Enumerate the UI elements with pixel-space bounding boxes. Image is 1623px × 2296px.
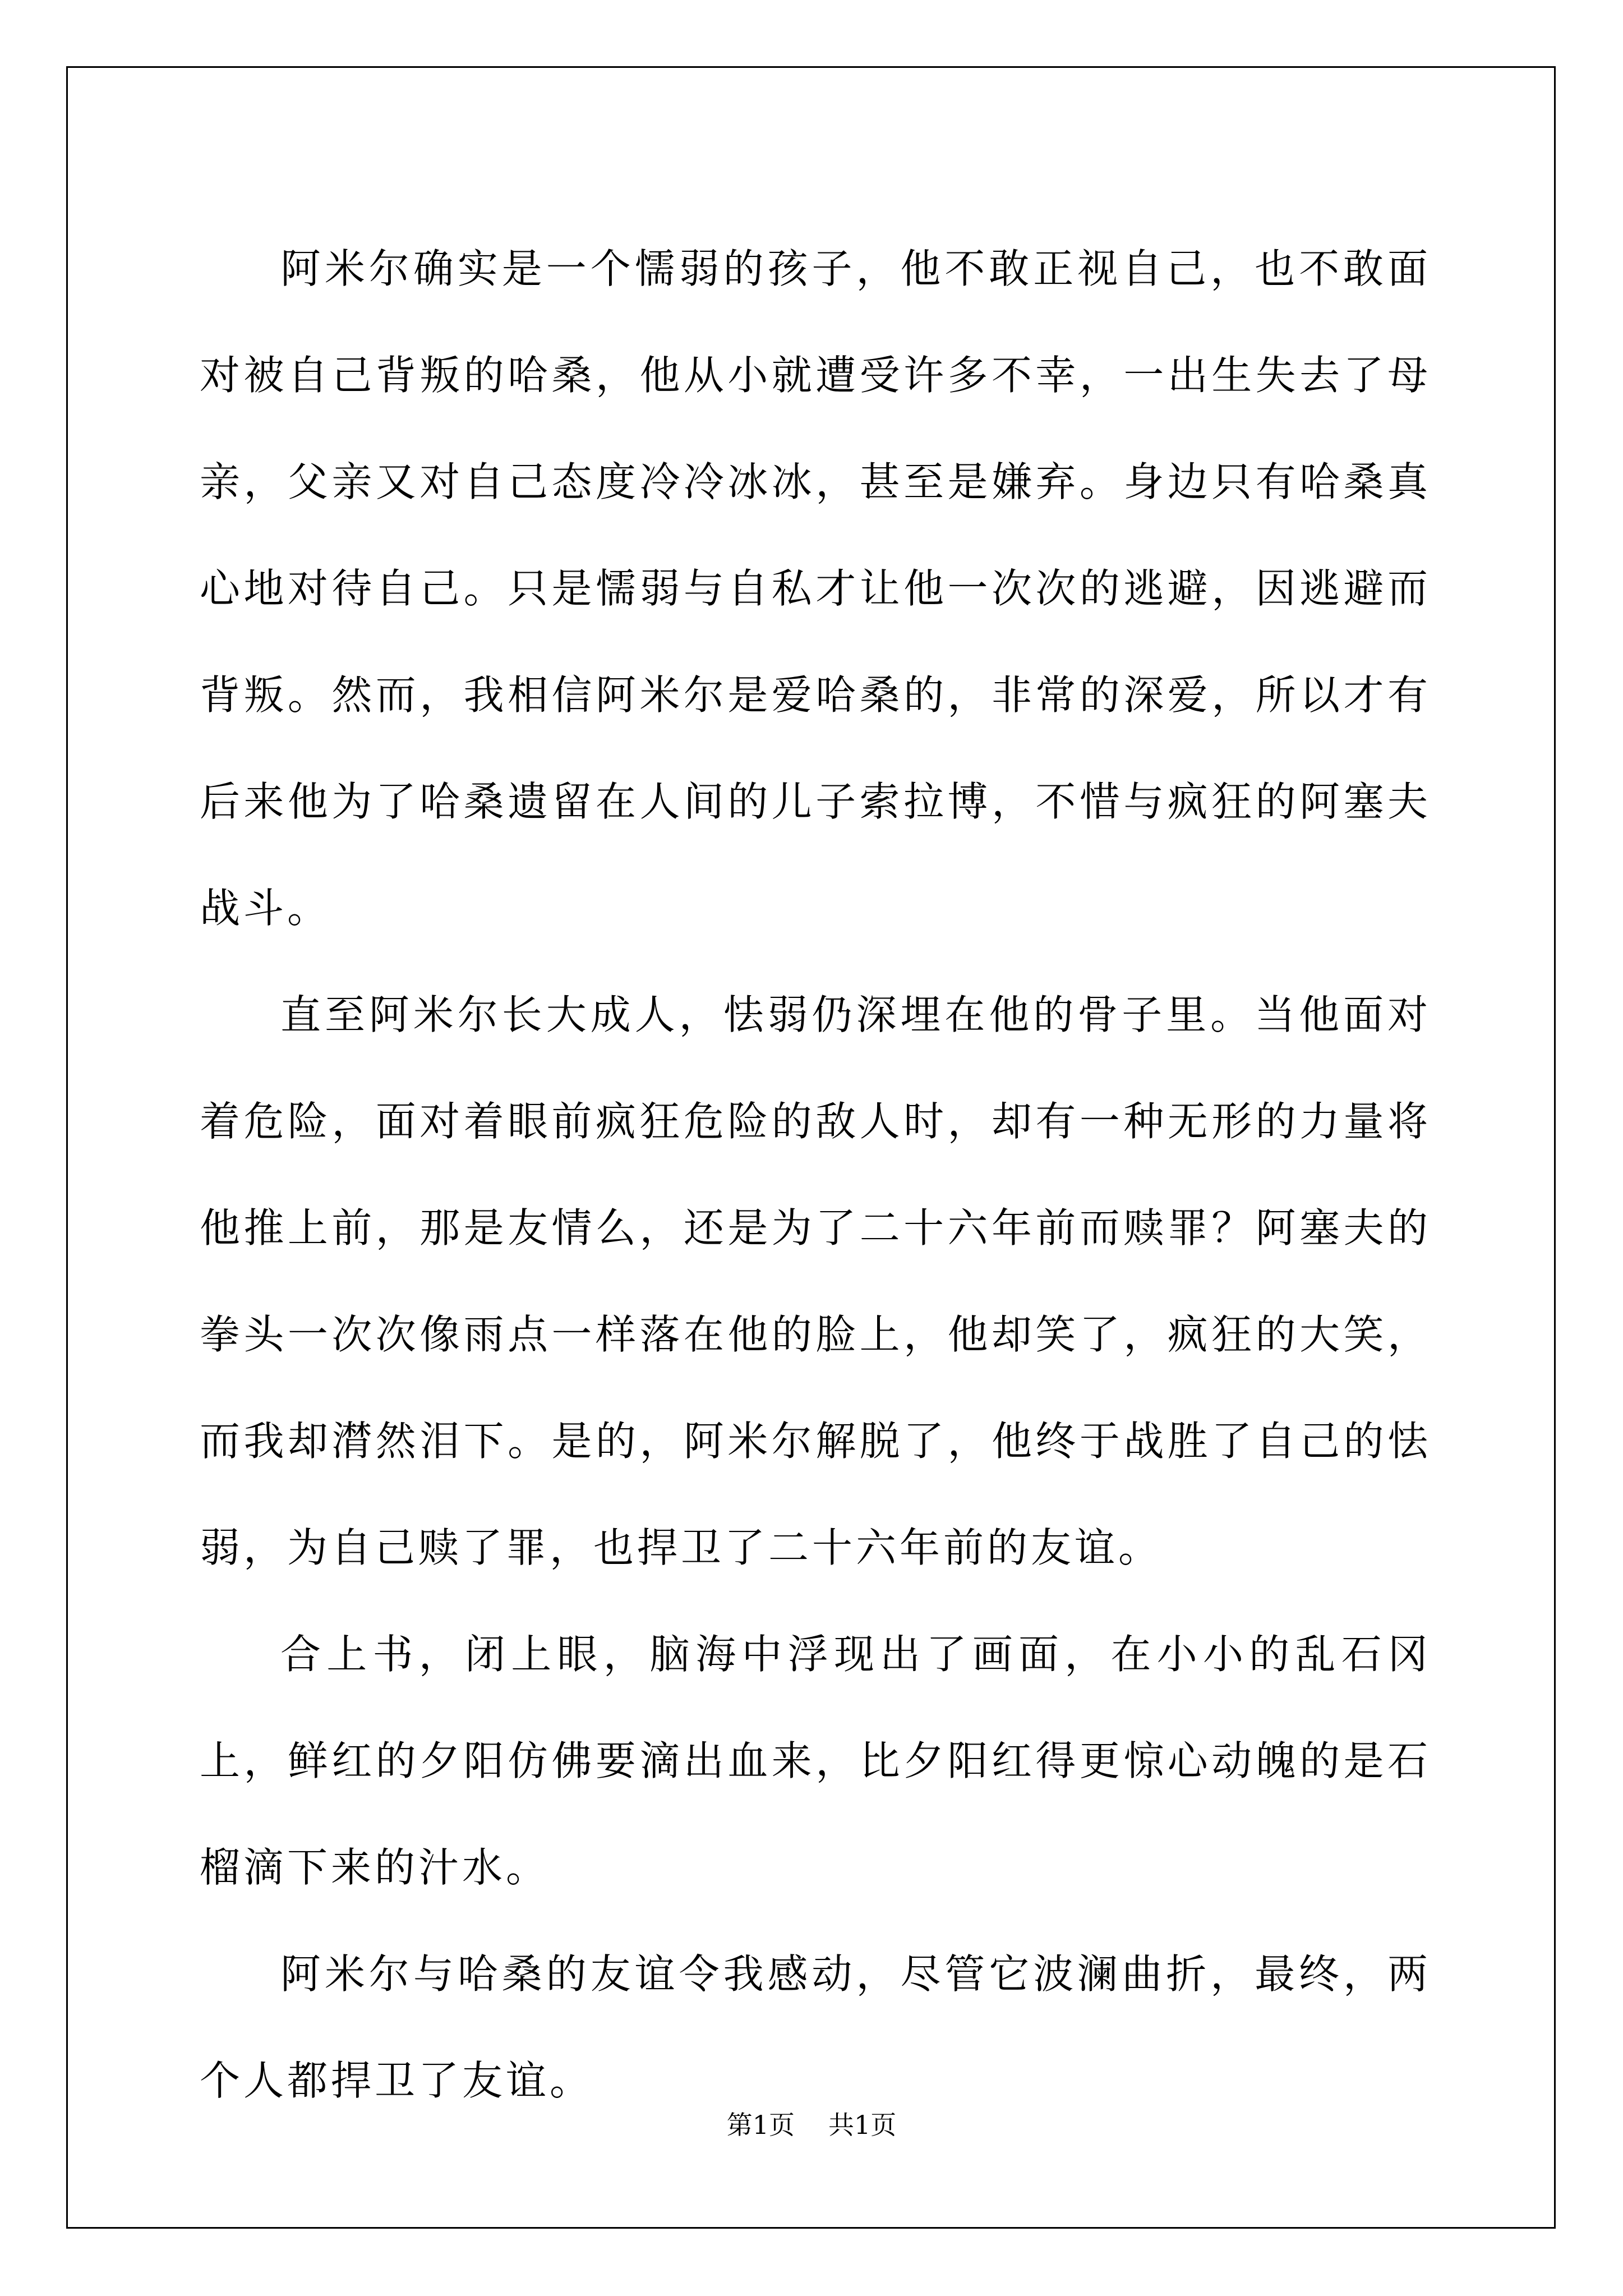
page-number: 第1页	[726, 2110, 795, 2140]
paragraph-1: 阿米尔确实是一个懦弱的孩子，他不敢正视自己，也不敢面对被自己背叛的哈桑，他从小就遭受许多不幸，一出生失去了母亲，父亲又对自己态度冷冷冰冰，甚至是嫌弃。身边只有哈桑真心地对待自己。只是懦弱与自私才让他一次次的逃避，因逃避而背叛。然而，我相信阿米尔是爱哈桑的，非常的深爱，所以才有后来他为了哈桑遗留在人间的儿子索拉博，不惜与疯狂的阿塞夫战斗。	[200, 245, 1431, 932]
page-total: 共1页	[828, 2110, 897, 2140]
document-body	[200, 215, 1431, 2134]
paragraph-3: 合上书，闭上眼，脑海中浮现出了画面，在小小的乱石冈上，鲜红的夕阳仿佛要滴出血来，比夕阳红得更惊心动魄的是石榴滴下来的汁水。	[200, 1631, 1431, 1891]
paragraph-2: 直至阿米尔长大成人，怯弱仍深埋在他的骨子里。当他面对着危险，面对着眼前疯狂危险的敌人时，却有一种无形的力量将他推上前，那是友情么，还是为了二十六年前而赎罪？阿塞夫的拳头一次次像雨点一样落在他的脸上，他却笑了，疯狂的大笑，而我却潸然泪下。是的，阿米尔解脱了，他终于战胜了自己的怯弱，为自己赎了罪，也捍卫了二十六年前的友谊。	[200, 991, 1431, 1571]
paragraph-4: 阿米尔与哈桑的友谊令我感动，尽管它波澜曲折，最终，两个人都捍卫了友谊。	[200, 1950, 1431, 2104]
page-footer	[0, 2108, 1623, 2142]
